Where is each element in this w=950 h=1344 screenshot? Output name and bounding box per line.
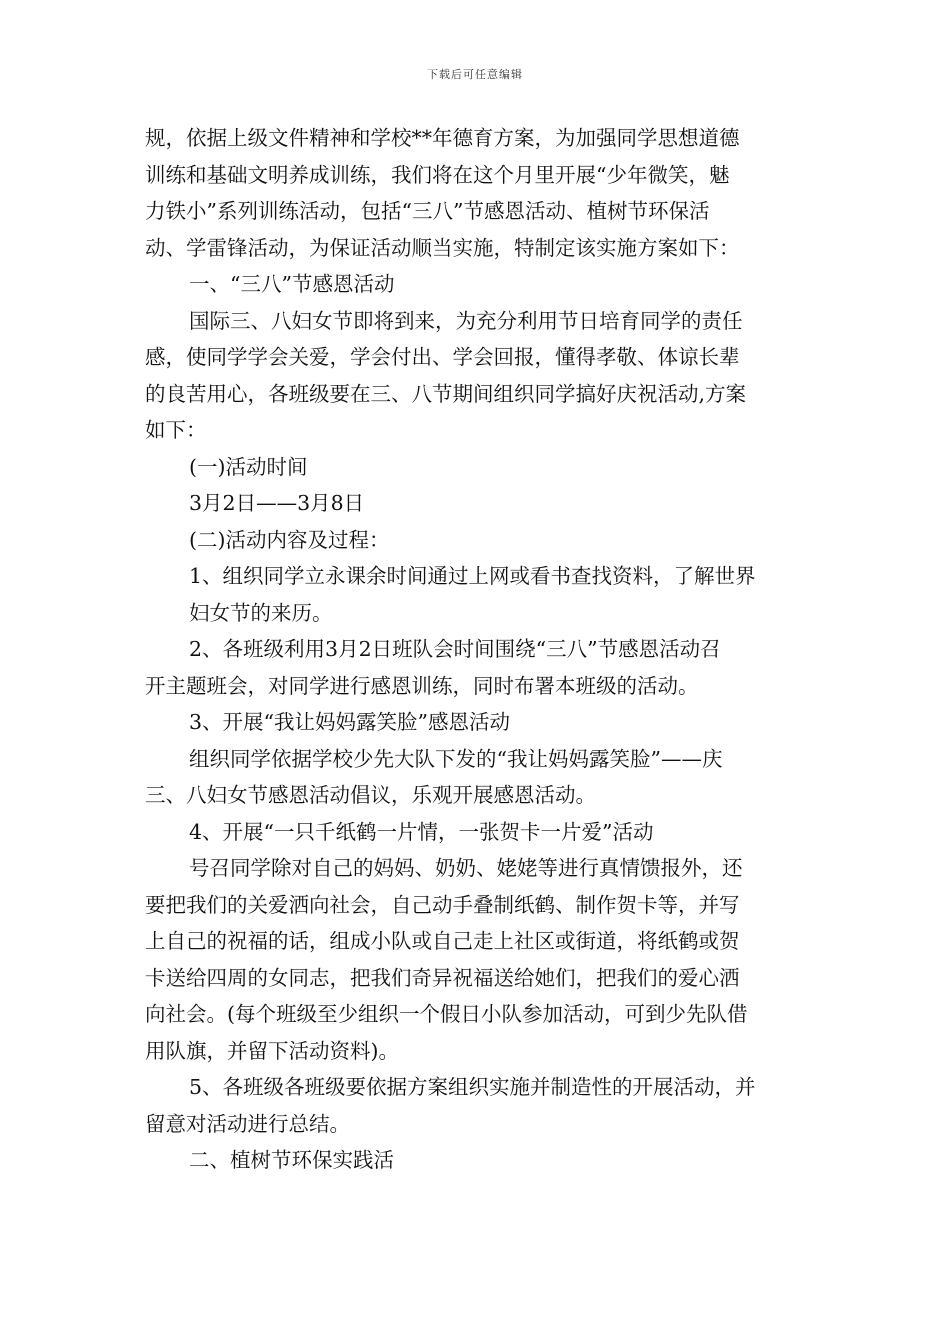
text-line: 如下： <box>145 418 207 442</box>
text-line: 组织同学依据学校少先大队下发的“我让妈妈露笑脸”——庆 <box>189 746 723 771</box>
text-line: 3、开展“我让妈妈露笑脸”感恩活动 <box>189 710 511 734</box>
text-line: 留意对活动进行总结。 <box>145 1111 350 1136</box>
page-header-note: 下载后可任意编辑 <box>427 68 523 81</box>
text-line: 2、各班级利用3月2日班队会时间围绕“三八”节感恩活动召 <box>189 637 721 661</box>
text-line: 规，依据上级文件精神和学校**年德育方案，为加强同学思想道德 <box>145 126 740 150</box>
text-line: 上自己的祝福的话，组成小队或自己走上社区或街道，将纸鹤或贺 <box>145 929 740 953</box>
text-line: 动、学雷锋活动，为保证活动顺当实施，特制定该实施方案如下： <box>145 235 740 260</box>
text-line: 三、八妇女节感恩活动倡议，乐观开展感恩活动。 <box>145 783 596 807</box>
text-line: 4、开展“一只千纸鹤一片情，一张贺卡一片爱”活动 <box>189 819 654 844</box>
text-line: 用队旗，并留下活动资料)。 <box>145 1038 399 1063</box>
text-line: 国际三、八妇女节即将到来，为充分利用节日培育同学的责任 <box>189 308 743 333</box>
text-line: 开主题班会，对同学进行感恩训练，同时布署本班级的活动。 <box>145 673 699 698</box>
text-line: 5、各班级各班级要依据方案组织实施并制造性的开展活动，并 <box>189 1075 756 1099</box>
text-line: 3月2日——3月8日 <box>189 491 365 515</box>
text-line: 力铁小”系列训练活动，包括“三八”节感恩活动、植树节环保活 <box>145 199 710 223</box>
text-line: 妇女节的来历。 <box>189 600 333 625</box>
document-body <box>145 120 807 1179</box>
text-line: 感，使同学学会关爱，学会付出、学会回报，懂得孝敬、体谅长辈 <box>145 345 740 369</box>
text-line: 向社会。(每个班级至少组织一个假日小队参加活动，可到少先队借 <box>145 1002 748 1026</box>
text-line: 号召同学除对自己的妈妈、奶奶、姥姥等进行真情馈报外，还 <box>189 856 743 880</box>
text-line: (一)活动时间 <box>189 454 308 479</box>
text-line: 二、植树节环保实践活 <box>189 1148 394 1172</box>
text-line: 要把我们的关爱洒向社会，自己动手叠制纸鹤、制作贺卡等，并写 <box>145 892 740 917</box>
text-line: 卡送给四周的女同志，把我们奇异祝福送给她们，把我们的爱心洒 <box>145 965 740 990</box>
text-line: 训练和基础文明养成训练，我们将在这个月里开展“少年微笑，魅 <box>145 162 730 187</box>
text-line: 一、“三八”节感恩活动 <box>189 272 395 296</box>
text-line: (二)活动内容及过程： <box>189 527 390 552</box>
text-line: 的良苦用心，各班级要在三、八节期间组织同学搞好庆祝活动,方案 <box>145 381 747 406</box>
text-line: 1、组织同学立永课余时间通过上网或看书查找资料，了解世界 <box>189 564 756 588</box>
